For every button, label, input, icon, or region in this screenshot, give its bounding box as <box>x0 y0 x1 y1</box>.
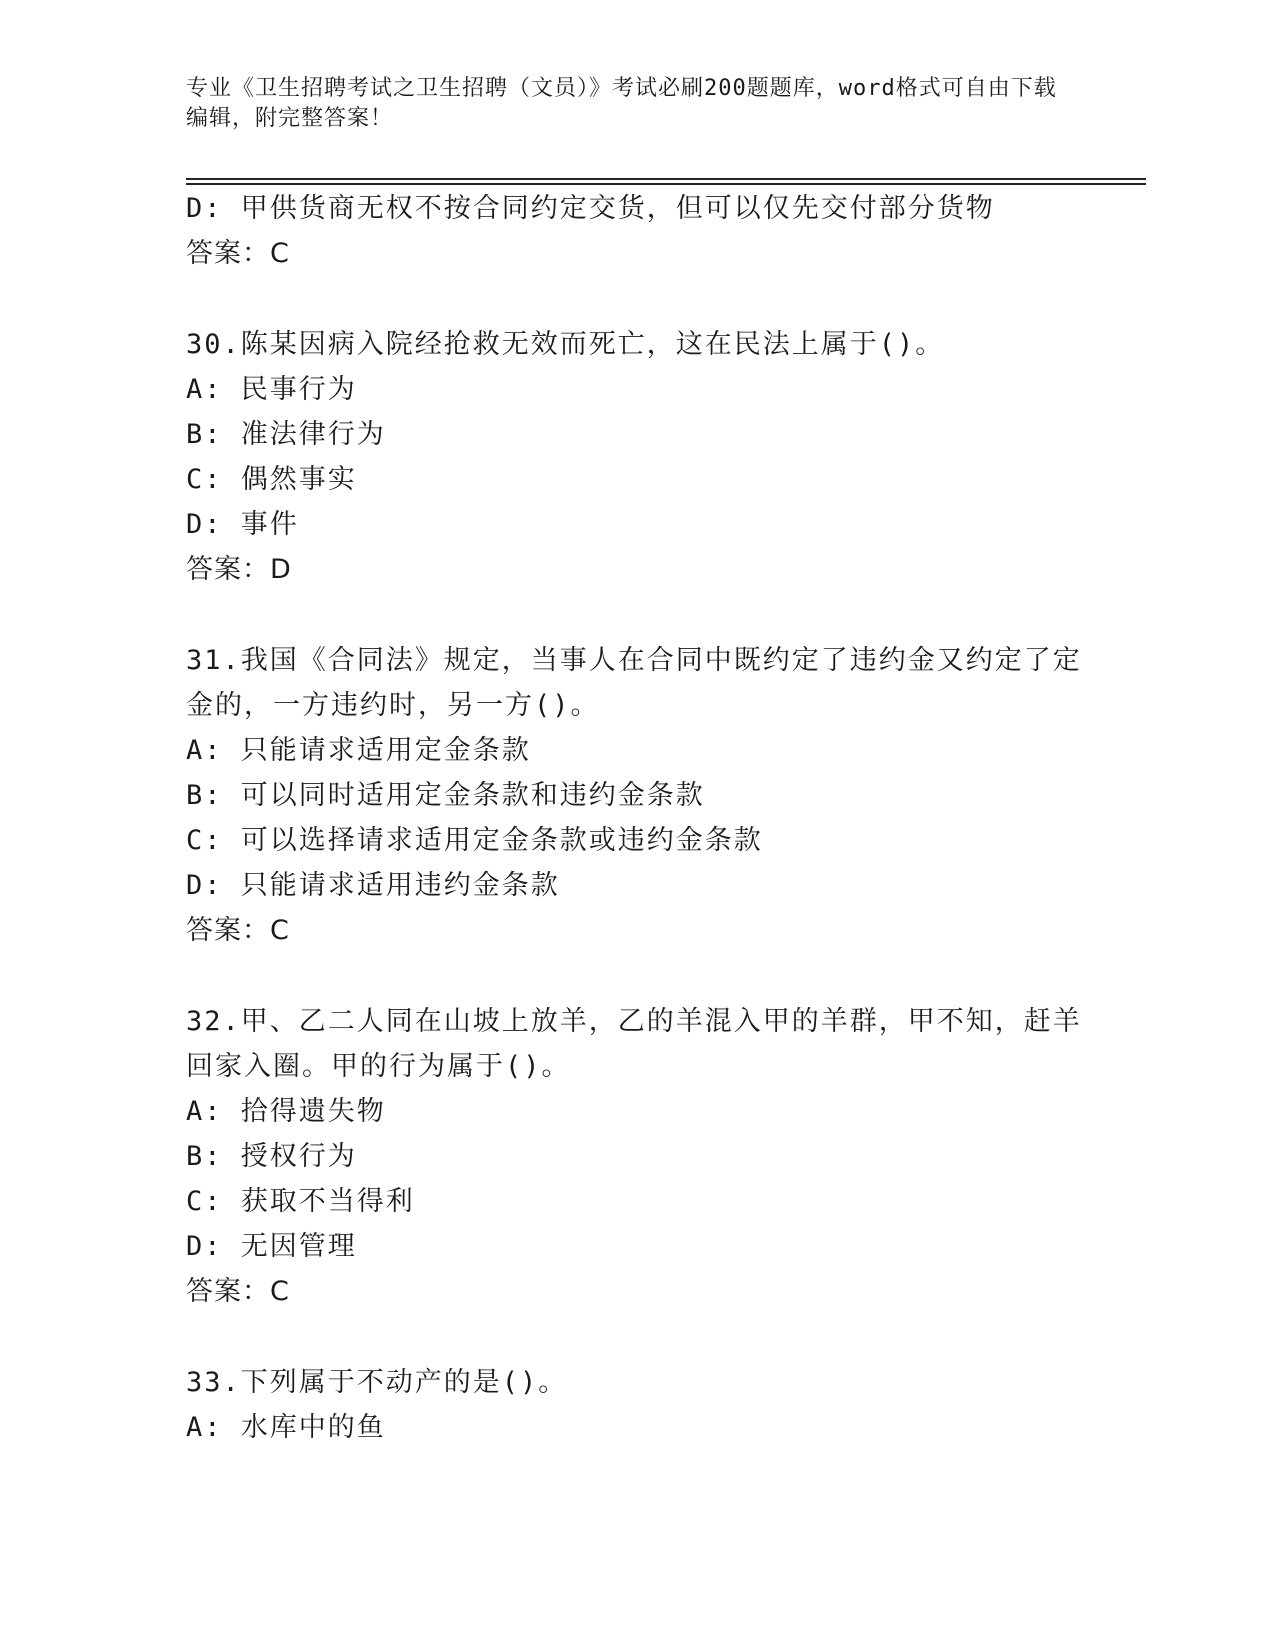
question-33-stem: 33.下列属于不动产的是()。 <box>186 1367 568 1398</box>
question-31-stem-line-2: 金的，一方违约时，另一方()。 <box>186 690 600 721</box>
question-31-answer: 答案：C <box>186 915 290 946</box>
question-32-option-b: B: 授权行为 <box>186 1141 357 1172</box>
question-32-option-a: A: 拾得遗失物 <box>186 1096 386 1127</box>
question-30-option-d: D: 事件 <box>186 509 299 540</box>
question-31-option-a: A: 只能请求适用定金条款 <box>186 735 531 766</box>
question-32-option-d: D: 无因管理 <box>186 1231 357 1262</box>
question-33-option-a: A: 水库中的鱼 <box>186 1412 386 1443</box>
question-31-option-d: D: 只能请求适用违约金条款 <box>186 870 560 901</box>
question-31-option-b: B: 可以同时适用定金条款和违约金条款 <box>186 780 705 811</box>
question-32-stem-line-1: 32.甲、乙二人同在山坡上放羊，乙的羊混入甲的羊群，甲不知，赶羊 <box>186 1006 1082 1037</box>
question-30-option-c: C: 偶然事实 <box>186 464 357 495</box>
question-31-stem-line-1: 31.我国《合同法》规定，当事人在合同中既约定了违约金又约定了定 <box>186 645 1082 676</box>
spacer <box>186 276 1086 322</box>
header-divider-bottom <box>186 183 1146 185</box>
question-32-option-c: C: 获取不当得利 <box>186 1186 415 1217</box>
question-30-stem: 30.陈某因病入院经抢救无效而死亡，这在民法上属于()。 <box>186 329 945 360</box>
question-30-option-a: A: 民事行为 <box>186 374 357 405</box>
prev-option-d: D: 甲供货商无权不按合同约定交货，但可以仅先交付部分货物 <box>186 193 995 224</box>
spacer <box>186 592 1086 638</box>
question-30-option-b: B: 准法律行为 <box>186 419 386 450</box>
question-32-answer: 答案：C <box>186 1276 290 1307</box>
spacer <box>186 1314 1086 1360</box>
page-content <box>186 186 1086 1450</box>
spacer <box>186 953 1086 999</box>
question-31-option-c: C: 可以选择请求适用定金条款或违约金条款 <box>186 825 763 856</box>
header-divider-top <box>186 178 1146 180</box>
document-header: 专业《卫生招聘考试之卫生招聘（文员）》考试必刷200题题库，word格式可自由下载编辑，附完整答案！ <box>186 76 1057 131</box>
question-30-answer: 答案：D <box>186 554 292 585</box>
prev-answer: 答案：C <box>186 238 290 269</box>
question-32-stem-line-2: 回家入圈。甲的行为属于()。 <box>186 1051 571 1082</box>
